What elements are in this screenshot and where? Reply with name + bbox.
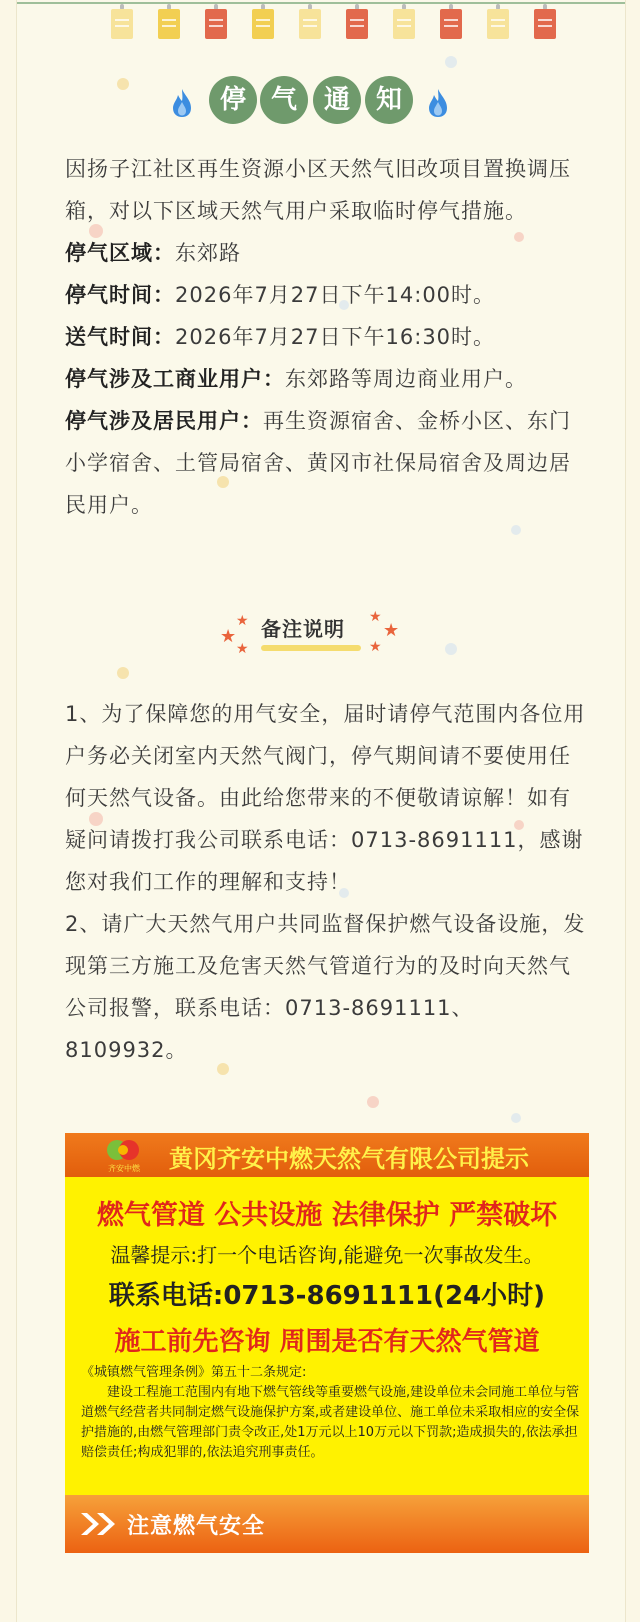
decor-dot	[117, 667, 129, 679]
flag-icon	[205, 4, 227, 38]
title-char: 气	[260, 76, 308, 124]
star-icon: ★	[383, 620, 400, 641]
company-name: 黄冈齐安中燃天然气有限公司提示	[169, 1144, 529, 1173]
field-label: 停气涉及工商业用户：	[65, 367, 285, 391]
title-char: 通	[313, 76, 361, 124]
decor-dot	[511, 1113, 521, 1123]
remark-item: 1、为了保障您的用气安全，届时请停气范围内各位用户务必关闭室内天然气阀门，停气期间请不要使用任何天然气设备。由此给您带来的不便敬请谅解！如有疑问请拨打我公司联系电话：0713-8691111，感谢您对我们工作的理解和支持！	[65, 702, 586, 894]
field-resident-users	[65, 400, 589, 526]
decor-dot	[367, 1096, 379, 1108]
field-commercial-users	[65, 358, 589, 400]
decor-dot	[445, 56, 457, 68]
field-value: 东郊路等周边商业用户。	[285, 367, 527, 391]
star-icon: ★	[236, 641, 249, 657]
flag-icon	[111, 4, 133, 38]
star-icon: ★	[220, 626, 237, 647]
field-label: 送气时间：	[65, 325, 175, 349]
flag-icon	[487, 4, 509, 38]
flag-icon	[158, 4, 180, 38]
field-label: 停气时间：	[65, 283, 175, 307]
flag-icon	[252, 4, 274, 38]
poster-footer	[65, 1495, 589, 1553]
field-value: 2026年7月27日下午14:00时。	[175, 283, 496, 307]
poster-body	[65, 1177, 589, 1495]
star-icon: ★	[369, 639, 382, 655]
poster-slogan: 燃气管道 公共设施 法律保护 严禁破坏	[96, 1200, 558, 1231]
double-chevron-icon	[79, 1511, 119, 1537]
poster-header	[65, 1133, 589, 1177]
field-value: 东郊路	[175, 241, 241, 265]
field-value: 2026年7月27日下午16:30时。	[175, 325, 496, 349]
star-icon: ★	[369, 609, 382, 625]
remark-underline	[261, 645, 361, 651]
flag-icon	[299, 4, 321, 38]
title-char: 知	[365, 76, 413, 124]
company-logo	[103, 1137, 145, 1173]
star-icon: ★	[236, 613, 249, 629]
poster-tip: 温馨提示:打一个电话咨询,能避免一次事故发生。	[110, 1243, 544, 1267]
notice-intro: 因扬子江社区再生资源小区天然气旧改项目置换调压箱，对以下区域天然气用户采取临时停气措施。	[65, 157, 571, 223]
flag-icon	[393, 4, 415, 38]
notice-title	[17, 76, 625, 130]
safety-poster	[65, 1133, 589, 1553]
logo-text: 齐安中燃	[108, 1164, 140, 1173]
flag-icon	[346, 4, 368, 38]
law-heading: 《城镇燃气管理条例》第五十二条规定:	[81, 1365, 307, 1380]
poster-law	[81, 1363, 581, 1463]
bunting-flags	[111, 4, 571, 44]
flame-icon	[171, 88, 193, 118]
decor-dot	[511, 525, 521, 535]
law-text: 建设工程施工范围内有地下燃气管线等重要燃气设施,建设单位未会同施工单位与管道燃气经营者共同制定燃气设施保护方案,或者建设单位、施工单位未采取相应的安全保护措施的,由燃气管理部门责令改正,处1万元以上10万元以下罚款;造成损失的,依法承担赔偿责任;构成犯罪的,依法追究刑事责任。	[81, 1385, 580, 1460]
remark-item: 2、请广大天然气用户共同监督保护燃气设备设施，发现第三方施工及危害天然气管道行为的及时向天然气公司报警，联系电话：0713-8691111、8109932。	[65, 912, 586, 1062]
flag-icon	[440, 4, 462, 38]
poster-phone: 联系电话:0713-8691111(24小时)	[108, 1281, 546, 1311]
flame-icon	[427, 88, 449, 118]
notice-body	[65, 148, 589, 526]
remark-body	[65, 693, 589, 1071]
footer-text: 注意燃气安全	[127, 1514, 266, 1539]
title-char: 停	[209, 76, 257, 124]
remark-heading	[17, 605, 625, 665]
notice-card	[16, 0, 626, 1622]
field-area	[65, 232, 589, 274]
field-label: 停气涉及居民用户：	[65, 409, 263, 433]
field-value: 再生资源宿舍、金桥小区、东门小学宿舍、土管局宿舍、黄冈市社保局宿舍及周边居民用户。	[65, 409, 571, 517]
poster-warning: 施工前先咨询 周围是否有天然气管道	[114, 1327, 540, 1357]
field-resume-time	[65, 316, 589, 358]
remark-title: 备注说明	[261, 617, 345, 641]
field-label: 停气区域：	[65, 241, 175, 265]
flag-icon	[534, 4, 556, 38]
field-stop-time	[65, 274, 589, 316]
